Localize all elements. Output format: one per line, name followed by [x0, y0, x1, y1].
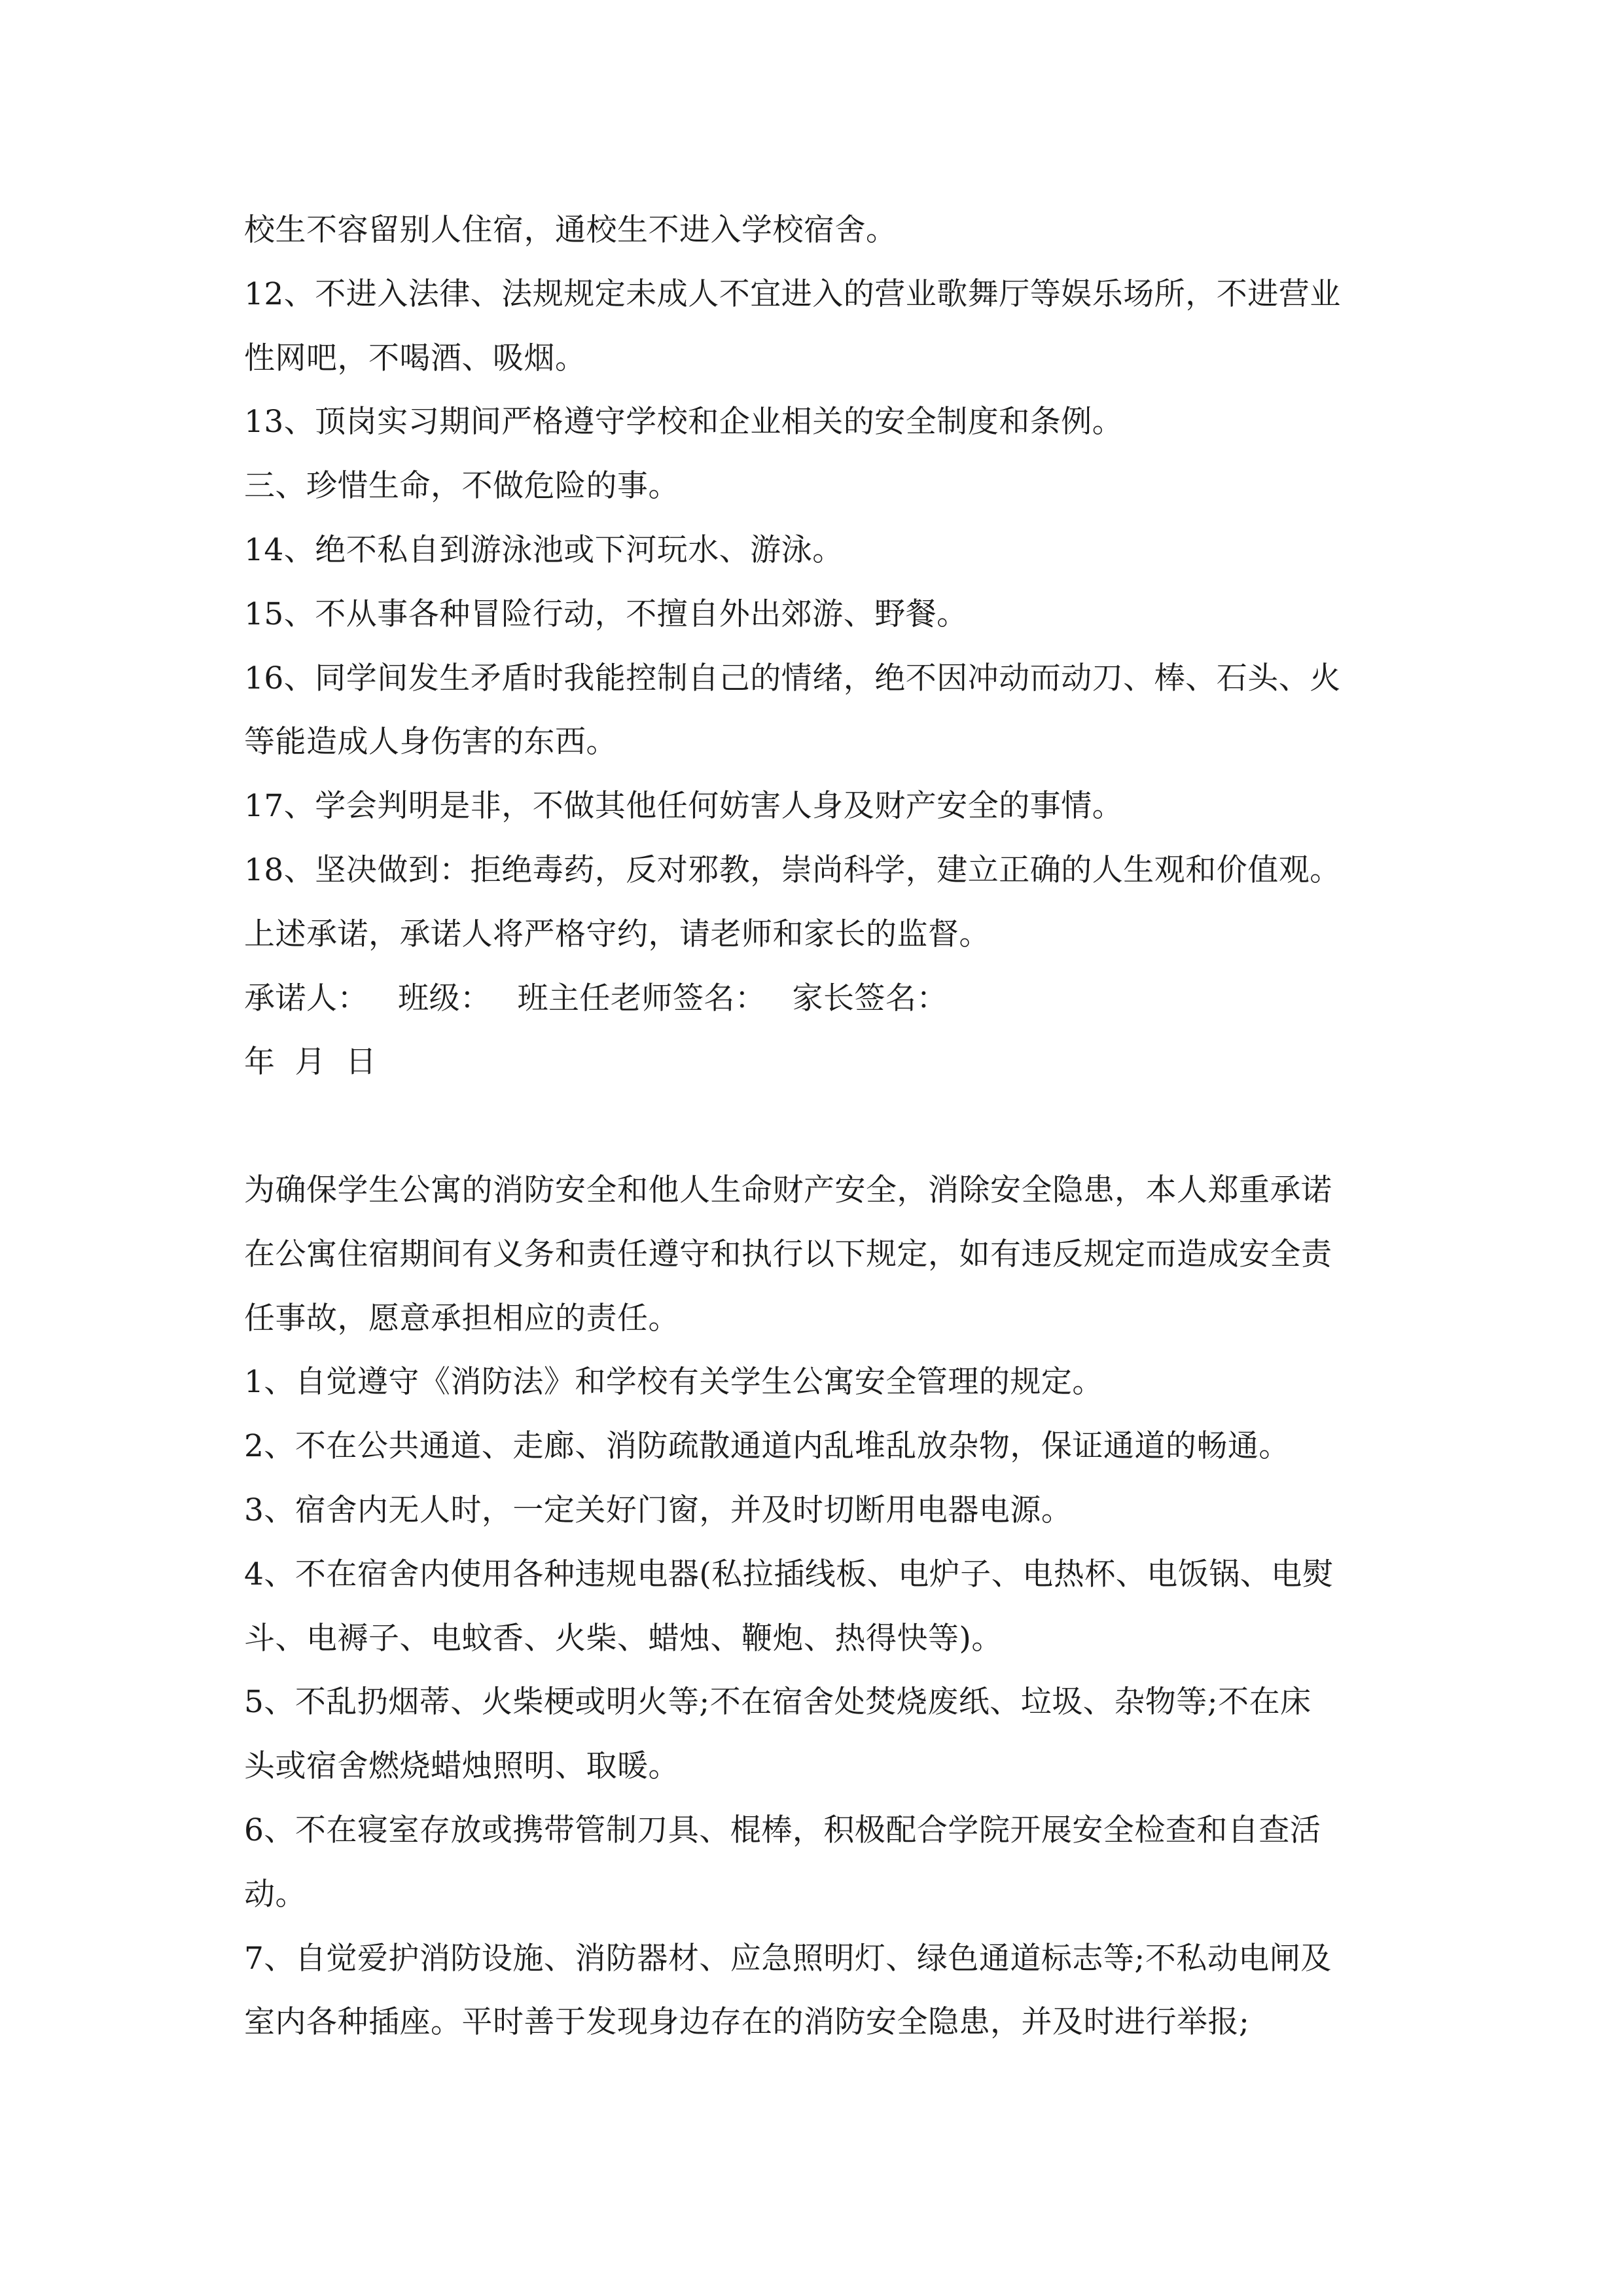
- text-line: 5、不乱扔烟蒂、火柴梗或明火等;不在宿舍处焚烧废纸、垃圾、杂物等;不在床: [244, 1684, 1311, 1721]
- text-line: 动。: [244, 1876, 306, 1912]
- text-line: 等能造成人身伤害的东西。: [244, 724, 617, 761]
- text-line: 任事故，愿意承担相应的责任。: [244, 1300, 679, 1336]
- promisor-label: 承诺人：: [244, 980, 368, 1016]
- text-line: 16、同学间发生矛盾时我能控制自己的情绪，绝不因冲动而动刀、棒、石头、火: [244, 660, 1341, 696]
- text-line: 6、不在寝室存放或携带管制刀具、棍棒，积极配合学院开展安全检查和自查活: [244, 1812, 1321, 1848]
- text-line: 17、学会判明是非，不做其他任何妨害人身及财产安全的事情。: [244, 788, 1124, 825]
- text-line: 室内各种插座。平时善于发现身边存在的消防安全隐患，并及时进行举报;: [244, 2004, 1250, 2041]
- parent-signature-label: 家长签名：: [792, 980, 948, 1016]
- text-line: 7、自觉爱护消防设施、消防器材、应急照明灯、绿色通道标志等;不私动电闸及: [244, 1940, 1332, 1977]
- text-line: 上述承诺，承诺人将严格守约，请老师和家长的监督。: [244, 916, 990, 952]
- class-label: 班级：: [398, 980, 491, 1016]
- section-heading: 三、珍惜生命，不做危险的事。: [244, 468, 679, 505]
- date-month-label: 月: [294, 1044, 326, 1081]
- teacher-signature-label: 班主任老师签名：: [517, 980, 766, 1016]
- date-year-label: 年: [244, 1044, 276, 1081]
- paragraph-gap: [244, 1094, 1409, 1158]
- text-line: 13、顶岗实习期间严格遵守学校和企业相关的安全制度和条例。: [244, 404, 1124, 440]
- text-line: 12、不进入法律、法规规定未成人不宜进入的营业歌舞厅等娱乐场所，不进营业: [244, 276, 1341, 312]
- text-line: 在公寓住宿期间有义务和责任遵守和执行以下规定，如有违反规定而造成安全责: [244, 1236, 1332, 1272]
- date-row: [244, 1030, 1409, 1094]
- text-line: 1、自觉遵守《消防法》和学校有关学生公寓安全管理的规定。: [244, 1364, 1103, 1401]
- text-line: 3、宿舍内无人时，一定关好门窗，并及时切断用电器电源。: [244, 1492, 1073, 1528]
- date-day-label: 日: [346, 1044, 377, 1081]
- text-line: 斗、电褥子、电蚊香、火柴、蜡烛、鞭炮、热得快等)。: [244, 1620, 1003, 1657]
- text-line: 2、不在公共通道、走廊、消防疏散通道内乱堆乱放杂物，保证通道的畅通。: [244, 1428, 1290, 1465]
- text-line: 性网吧，不喝酒、吸烟。: [244, 340, 586, 376]
- text-line: 校生不容留别人住宿，通校生不进入学校宿舍。: [244, 212, 897, 248]
- text-line: 14、绝不私自到游泳池或下河玩水、游泳。: [244, 531, 844, 568]
- text-line: 头或宿舍燃烧蜡烛照明、取暖。: [244, 1748, 679, 1785]
- text-line: 4、不在宿舍内使用各种违规电器(私拉插线板、电炉子、电热杯、电饭锅、电熨: [244, 1556, 1334, 1592]
- text-line: 15、不从事各种冒险行动，不擅自外出郊游、野餐。: [244, 596, 968, 632]
- text-line: 为确保学生公寓的消防安全和他人生命财产安全，消除安全隐患，本人郑重承诺: [244, 1172, 1332, 1208]
- document-body: [244, 198, 1409, 2054]
- signature-row: [244, 967, 1409, 1031]
- text-line: 18、坚决做到：拒绝毒药，反对邪教，崇尚科学，建立正确的人生观和价值观。: [244, 852, 1341, 888]
